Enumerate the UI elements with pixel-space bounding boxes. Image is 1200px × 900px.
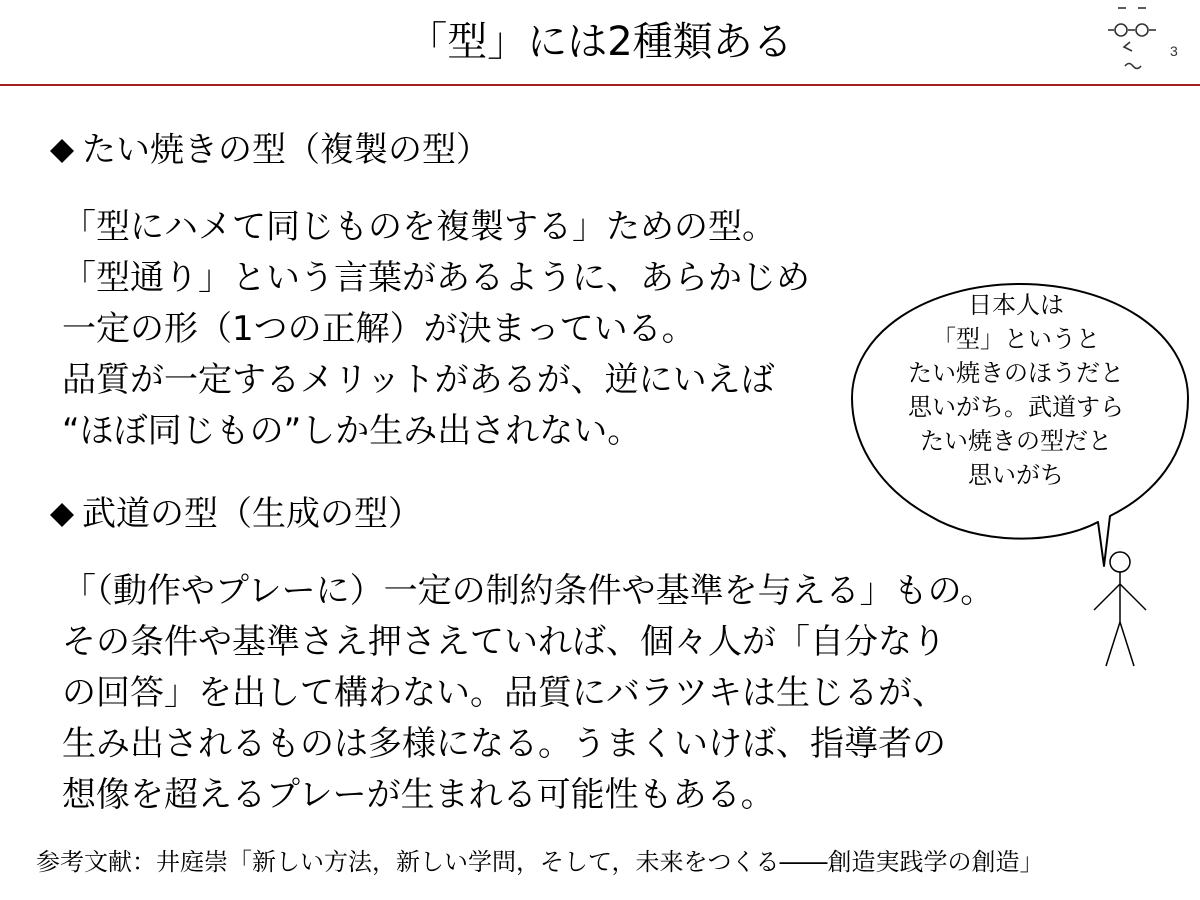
body-line: 「（動作やプレーに）一定の制約条件や基準を与える」もの。 [62,571,995,611]
slide-title: 「型」には2種類ある [407,19,793,65]
body-line: 想像を超えるプレーが生まれる可能性もある。 [62,775,775,815]
body-line: 「型通り」という言葉があるように、あらかじめ [62,258,810,298]
section-heading-taiyaki [50,128,490,172]
body-line: 一定の形（1つの正解）が決まっている。 [62,309,696,349]
body-line: の回答」を出して構わない。品質にバラツキは生じるが、 [62,673,946,713]
face-emoticon-logo [1100,0,1200,80]
body-line: その条件や基準さえ押さえていれば、個々人が「自分なり [62,622,946,662]
bubble-line: たい焼きの型だと [920,427,1112,455]
diamond-bullet-icon [50,139,74,163]
section-body-taiyaki [62,202,810,457]
bubble-line: たい焼きのほうだと [908,359,1124,387]
section-heading-budo [50,492,422,536]
bubble-line: 思いがち [968,461,1064,489]
bubble-line: 日本人は [968,291,1064,319]
body-line: 生み出されるものは多様になる。うまくいけば、指導者の [62,724,946,764]
diamond-bullet-icon [50,503,74,527]
body-line: 品質が一定するメリットがあるが、逆にいえば [62,360,775,400]
body-line: 「型にハメて同じものを複製する」ための型。 [62,207,776,247]
body-line: “ほぼ同じもの”しか生み出されない。 [62,411,642,451]
bubble-line: 「型」というと [932,325,1100,353]
page-number: 3 [1170,43,1178,59]
title-divider [0,84,1200,86]
reference-citation: 参考文献：井庭崇「新しい方法，新しい学問，そして，未来をつくる――創造実践学の創造」 [36,848,1044,876]
section-heading-text: 武道の型（生成の型） [82,494,422,534]
section-heading-text: たい焼きの型（複製の型） [82,130,490,170]
speech-bubble-text [848,288,1184,492]
stick-figure-icon [1080,540,1160,670]
bubble-line: 思いがち。武道すら [908,393,1124,421]
section-body-budo [62,566,994,821]
